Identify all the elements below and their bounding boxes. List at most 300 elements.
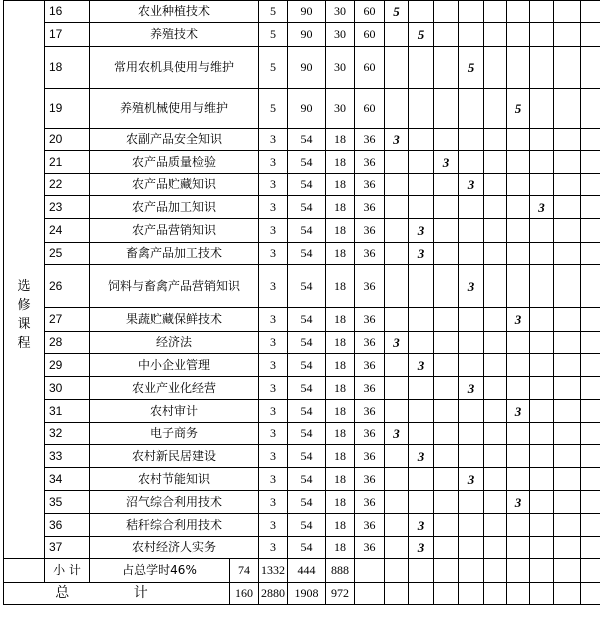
table-row	[4, 243, 600, 265]
blank-cell	[385, 583, 409, 605]
course-practice-hours: 36	[355, 354, 385, 377]
course-practice-hours: 36	[355, 265, 385, 308]
blank-cell	[355, 583, 385, 605]
course-number: 36	[45, 514, 90, 537]
course-number: 22	[45, 174, 90, 196]
course-number: 28	[45, 332, 90, 354]
blank-cell	[459, 559, 484, 583]
semester-cell	[434, 265, 459, 308]
semester-cell	[409, 265, 434, 308]
semester-cell	[434, 308, 459, 332]
course-credit: 5	[259, 1, 288, 23]
semester-cell	[530, 400, 554, 423]
course-hours: 54	[288, 332, 326, 354]
semester-cell	[385, 400, 409, 423]
course-credit: 3	[259, 151, 288, 174]
course-hours: 54	[288, 445, 326, 468]
semester-cell	[434, 219, 459, 243]
course-theory-hours: 18	[326, 423, 355, 445]
table-row	[4, 400, 600, 423]
semester-cell	[554, 377, 581, 400]
semester-cell	[459, 491, 484, 514]
semester-cell	[530, 129, 554, 151]
blank-cell	[581, 583, 600, 605]
table-row	[4, 445, 600, 468]
blank-cell	[581, 47, 600, 89]
semester-mark: 3	[434, 151, 459, 174]
course-theory-hours: 30	[326, 23, 355, 47]
semester-cell	[554, 491, 581, 514]
semester-cell	[507, 514, 530, 537]
semester-cell	[409, 47, 434, 89]
blank-cell	[581, 377, 600, 400]
blank-cell	[581, 559, 600, 583]
course-credit: 5	[259, 47, 288, 89]
blank-cell	[385, 559, 409, 583]
course-number: 18	[45, 47, 90, 89]
semester-cell	[409, 129, 434, 151]
blank-cell	[409, 583, 434, 605]
course-credit: 3	[259, 219, 288, 243]
blank-cell	[581, 332, 600, 354]
course-hours: 54	[288, 196, 326, 219]
semester-cell	[385, 219, 409, 243]
semester-cell	[484, 537, 507, 559]
semester-cell	[459, 23, 484, 47]
semester-cell	[434, 423, 459, 445]
blank-cell	[581, 1, 600, 23]
course-practice-hours: 36	[355, 514, 385, 537]
course-credit: 3	[259, 445, 288, 468]
subtotal-practice-hours: 888	[326, 559, 355, 583]
course-theory-hours: 18	[326, 219, 355, 243]
course-hours: 90	[288, 89, 326, 129]
semester-cell	[554, 537, 581, 559]
table-row	[4, 265, 600, 308]
blank-cell	[459, 583, 484, 605]
semester-cell	[459, 151, 484, 174]
semester-mark: 3	[409, 243, 434, 265]
course-theory-hours: 18	[326, 537, 355, 559]
semester-cell	[530, 47, 554, 89]
course-theory-hours: 18	[326, 514, 355, 537]
semester-cell	[507, 174, 530, 196]
semester-cell	[459, 445, 484, 468]
blank-cell	[554, 559, 581, 583]
semester-cell	[530, 219, 554, 243]
course-theory-hours: 18	[326, 468, 355, 491]
table-row	[4, 354, 600, 377]
semester-cell	[434, 89, 459, 129]
semester-cell	[530, 537, 554, 559]
course-name: 常用农机具使用与维护	[90, 47, 259, 89]
semester-cell	[507, 445, 530, 468]
semester-cell	[484, 243, 507, 265]
course-name: 经济法	[90, 332, 259, 354]
semester-cell	[459, 1, 484, 23]
semester-cell	[385, 151, 409, 174]
semester-cell	[459, 400, 484, 423]
course-name: 畜禽产品加工技术	[90, 243, 259, 265]
semester-cell	[484, 129, 507, 151]
semester-cell	[385, 174, 409, 196]
semester-cell	[484, 377, 507, 400]
semester-cell	[554, 332, 581, 354]
course-name: 农产品加工知识	[90, 196, 259, 219]
course-hours: 54	[288, 377, 326, 400]
course-theory-hours: 18	[326, 354, 355, 377]
semester-cell	[484, 423, 507, 445]
semester-cell	[484, 332, 507, 354]
course-hours: 54	[288, 174, 326, 196]
semester-cell	[554, 1, 581, 23]
semester-cell	[434, 196, 459, 219]
table-row	[4, 332, 600, 354]
course-name: 农业产业化经营	[90, 377, 259, 400]
semester-cell	[385, 196, 409, 219]
semester-mark: 3	[459, 377, 484, 400]
semester-cell	[507, 196, 530, 219]
semester-cell	[554, 151, 581, 174]
semester-cell	[554, 423, 581, 445]
semester-mark: 3	[530, 196, 554, 219]
semester-cell	[409, 491, 434, 514]
semester-cell	[459, 332, 484, 354]
course-theory-hours: 30	[326, 89, 355, 129]
blank-cell	[581, 265, 600, 308]
course-practice-hours: 60	[355, 47, 385, 89]
semester-cell	[554, 400, 581, 423]
course-theory-hours: 18	[326, 129, 355, 151]
course-number: 23	[45, 196, 90, 219]
semester-cell	[507, 243, 530, 265]
semester-cell	[530, 265, 554, 308]
subtotal-row	[4, 559, 600, 583]
semester-cell	[530, 243, 554, 265]
blank-cell	[581, 400, 600, 423]
course-name: 农产品营销知识	[90, 219, 259, 243]
semester-cell	[434, 514, 459, 537]
course-name: 农副产品安全知识	[90, 129, 259, 151]
course-number: 16	[45, 1, 90, 23]
semester-cell	[409, 468, 434, 491]
semester-mark: 3	[409, 219, 434, 243]
semester-cell	[385, 445, 409, 468]
semester-cell	[507, 265, 530, 308]
semester-cell	[507, 332, 530, 354]
course-credit: 3	[259, 308, 288, 332]
semester-cell	[434, 377, 459, 400]
semester-mark: 3	[409, 354, 434, 377]
course-credit: 3	[259, 196, 288, 219]
blank-cell	[581, 445, 600, 468]
semester-cell	[554, 445, 581, 468]
semester-cell	[385, 514, 409, 537]
total-theory-hours: 1908	[288, 583, 326, 605]
semester-cell	[459, 537, 484, 559]
course-name: 饲料与畜禽产品营销知识	[90, 265, 259, 308]
table-row	[4, 537, 600, 559]
semester-cell	[484, 1, 507, 23]
course-hours: 54	[288, 468, 326, 491]
course-name: 秸秆综合利用技术	[90, 514, 259, 537]
blank-cell	[355, 559, 385, 583]
course-hours: 54	[288, 514, 326, 537]
course-practice-hours: 36	[355, 537, 385, 559]
table-row	[4, 174, 600, 196]
semester-mark: 3	[507, 491, 530, 514]
category-label	[4, 1, 45, 559]
course-number: 21	[45, 151, 90, 174]
course-credit: 3	[259, 491, 288, 514]
course-hours: 54	[288, 491, 326, 514]
blank-cell	[434, 583, 459, 605]
course-number: 29	[45, 354, 90, 377]
semester-cell	[554, 219, 581, 243]
semester-mark: 3	[385, 423, 409, 445]
semester-cell	[554, 174, 581, 196]
semester-cell	[530, 1, 554, 23]
course-name: 沼气综合利用技术	[90, 491, 259, 514]
course-number: 25	[45, 243, 90, 265]
course-number: 37	[45, 537, 90, 559]
blank-cell	[581, 537, 600, 559]
semester-cell	[507, 23, 530, 47]
course-practice-hours: 36	[355, 468, 385, 491]
elective-course-table	[3, 0, 600, 605]
total-label: 总 计	[4, 583, 230, 605]
semester-mark: 3	[409, 514, 434, 537]
total-credit: 160	[230, 583, 259, 605]
course-name: 农村经济人实务	[90, 537, 259, 559]
course-practice-hours: 36	[355, 491, 385, 514]
semester-cell	[554, 265, 581, 308]
semester-cell	[484, 151, 507, 174]
course-credit: 3	[259, 537, 288, 559]
semester-mark: 3	[385, 332, 409, 354]
course-practice-hours: 36	[355, 243, 385, 265]
semester-cell	[530, 308, 554, 332]
course-hours: 54	[288, 537, 326, 559]
blank-cell	[409, 559, 434, 583]
category-char: 修	[17, 297, 31, 313]
blank-cell	[507, 559, 530, 583]
table-row	[4, 151, 600, 174]
course-name: 电子商务	[90, 423, 259, 445]
semester-mark: 3	[459, 265, 484, 308]
semester-cell	[385, 89, 409, 129]
semester-mark: 3	[409, 445, 434, 468]
semester-cell	[554, 468, 581, 491]
blank-cell	[484, 583, 507, 605]
subtotal-note: 占总学时46%	[90, 559, 230, 583]
course-theory-hours: 18	[326, 308, 355, 332]
blank-cell	[554, 583, 581, 605]
course-number: 19	[45, 89, 90, 129]
table-row	[4, 377, 600, 400]
semester-cell	[554, 129, 581, 151]
course-theory-hours: 18	[326, 265, 355, 308]
semester-cell	[507, 151, 530, 174]
semester-cell	[507, 468, 530, 491]
course-practice-hours: 36	[355, 308, 385, 332]
blank-cell	[581, 354, 600, 377]
course-theory-hours: 18	[326, 243, 355, 265]
blank-cell	[581, 196, 600, 219]
semester-cell	[507, 537, 530, 559]
semester-cell	[484, 174, 507, 196]
subtotal-theory-hours: 444	[288, 559, 326, 583]
semester-cell	[434, 491, 459, 514]
semester-cell	[434, 400, 459, 423]
semester-cell	[459, 514, 484, 537]
semester-cell	[484, 514, 507, 537]
semester-cell	[385, 47, 409, 89]
course-credit: 3	[259, 129, 288, 151]
semester-cell	[409, 89, 434, 129]
semester-cell	[459, 89, 484, 129]
semester-cell	[459, 423, 484, 445]
blank-cell	[581, 243, 600, 265]
semester-cell	[530, 423, 554, 445]
course-credit: 3	[259, 514, 288, 537]
course-number: 24	[45, 219, 90, 243]
semester-cell	[530, 174, 554, 196]
semester-cell	[507, 129, 530, 151]
semester-cell	[554, 354, 581, 377]
blank-cell	[581, 151, 600, 174]
course-credit: 3	[259, 174, 288, 196]
course-credit: 3	[259, 423, 288, 445]
course-hours: 54	[288, 151, 326, 174]
subtotal-hours: 1332	[259, 559, 288, 583]
course-number: 20	[45, 129, 90, 151]
category-char: 课	[17, 316, 31, 332]
course-credit: 3	[259, 354, 288, 377]
semester-cell	[459, 308, 484, 332]
semester-cell	[484, 445, 507, 468]
semester-cell	[554, 89, 581, 129]
course-practice-hours: 36	[355, 377, 385, 400]
category-char: 选	[17, 278, 31, 294]
blank-cell	[581, 308, 600, 332]
blank-cell	[581, 89, 600, 129]
semester-cell	[507, 1, 530, 23]
course-hours: 54	[288, 400, 326, 423]
table-row	[4, 491, 600, 514]
course-number: 17	[45, 23, 90, 47]
course-practice-hours: 36	[355, 423, 385, 445]
course-number: 35	[45, 491, 90, 514]
semester-cell	[434, 243, 459, 265]
course-practice-hours: 36	[355, 400, 385, 423]
course-practice-hours: 36	[355, 219, 385, 243]
course-credit: 3	[259, 243, 288, 265]
course-credit: 3	[259, 468, 288, 491]
course-hours: 54	[288, 129, 326, 151]
course-theory-hours: 18	[326, 332, 355, 354]
semester-cell	[530, 354, 554, 377]
semester-mark: 3	[507, 308, 530, 332]
semester-mark: 5	[459, 47, 484, 89]
semester-cell	[385, 468, 409, 491]
blank-cell	[484, 559, 507, 583]
course-practice-hours: 60	[355, 23, 385, 47]
total-row	[4, 583, 600, 605]
course-hours: 54	[288, 219, 326, 243]
semester-cell	[507, 423, 530, 445]
semester-mark: 3	[385, 129, 409, 151]
semester-cell	[484, 47, 507, 89]
total-practice-hours: 972	[326, 583, 355, 605]
semester-cell	[484, 491, 507, 514]
semester-cell	[484, 308, 507, 332]
course-hours: 90	[288, 47, 326, 89]
subtotal-credit: 74	[230, 559, 259, 583]
course-hours: 54	[288, 243, 326, 265]
semester-cell	[385, 354, 409, 377]
course-practice-hours: 36	[355, 151, 385, 174]
semester-cell	[409, 174, 434, 196]
semester-cell	[530, 23, 554, 47]
semester-cell	[554, 47, 581, 89]
semester-cell	[459, 354, 484, 377]
course-theory-hours: 18	[326, 174, 355, 196]
course-hours: 54	[288, 308, 326, 332]
semester-cell	[459, 219, 484, 243]
semester-cell	[484, 196, 507, 219]
semester-cell	[554, 514, 581, 537]
semester-cell	[554, 196, 581, 219]
semester-mark: 3	[507, 400, 530, 423]
course-theory-hours: 18	[326, 400, 355, 423]
table-row	[4, 514, 600, 537]
semester-cell	[484, 400, 507, 423]
semester-cell	[554, 308, 581, 332]
semester-cell	[409, 151, 434, 174]
course-practice-hours: 36	[355, 445, 385, 468]
semester-cell	[484, 468, 507, 491]
semester-cell	[530, 445, 554, 468]
semester-mark: 5	[409, 23, 434, 47]
course-name: 果蔬贮藏保鲜技术	[90, 308, 259, 332]
semester-cell	[530, 89, 554, 129]
blank-cell	[581, 468, 600, 491]
course-theory-hours: 30	[326, 1, 355, 23]
semester-cell	[434, 332, 459, 354]
semester-cell	[459, 129, 484, 151]
course-hours: 54	[288, 265, 326, 308]
course-theory-hours: 18	[326, 445, 355, 468]
course-table-container	[3, 0, 596, 605]
semester-cell	[530, 468, 554, 491]
blank-cell	[581, 219, 600, 243]
semester-cell	[530, 332, 554, 354]
blank-cell	[581, 174, 600, 196]
blank-cell	[581, 23, 600, 47]
course-practice-hours: 36	[355, 196, 385, 219]
course-practice-hours: 36	[355, 129, 385, 151]
table-row	[4, 468, 600, 491]
semester-cell	[409, 400, 434, 423]
semester-cell	[409, 196, 434, 219]
semester-cell	[507, 354, 530, 377]
course-practice-hours: 60	[355, 89, 385, 129]
semester-cell	[434, 537, 459, 559]
semester-cell	[434, 354, 459, 377]
semester-cell	[530, 514, 554, 537]
course-credit: 3	[259, 377, 288, 400]
